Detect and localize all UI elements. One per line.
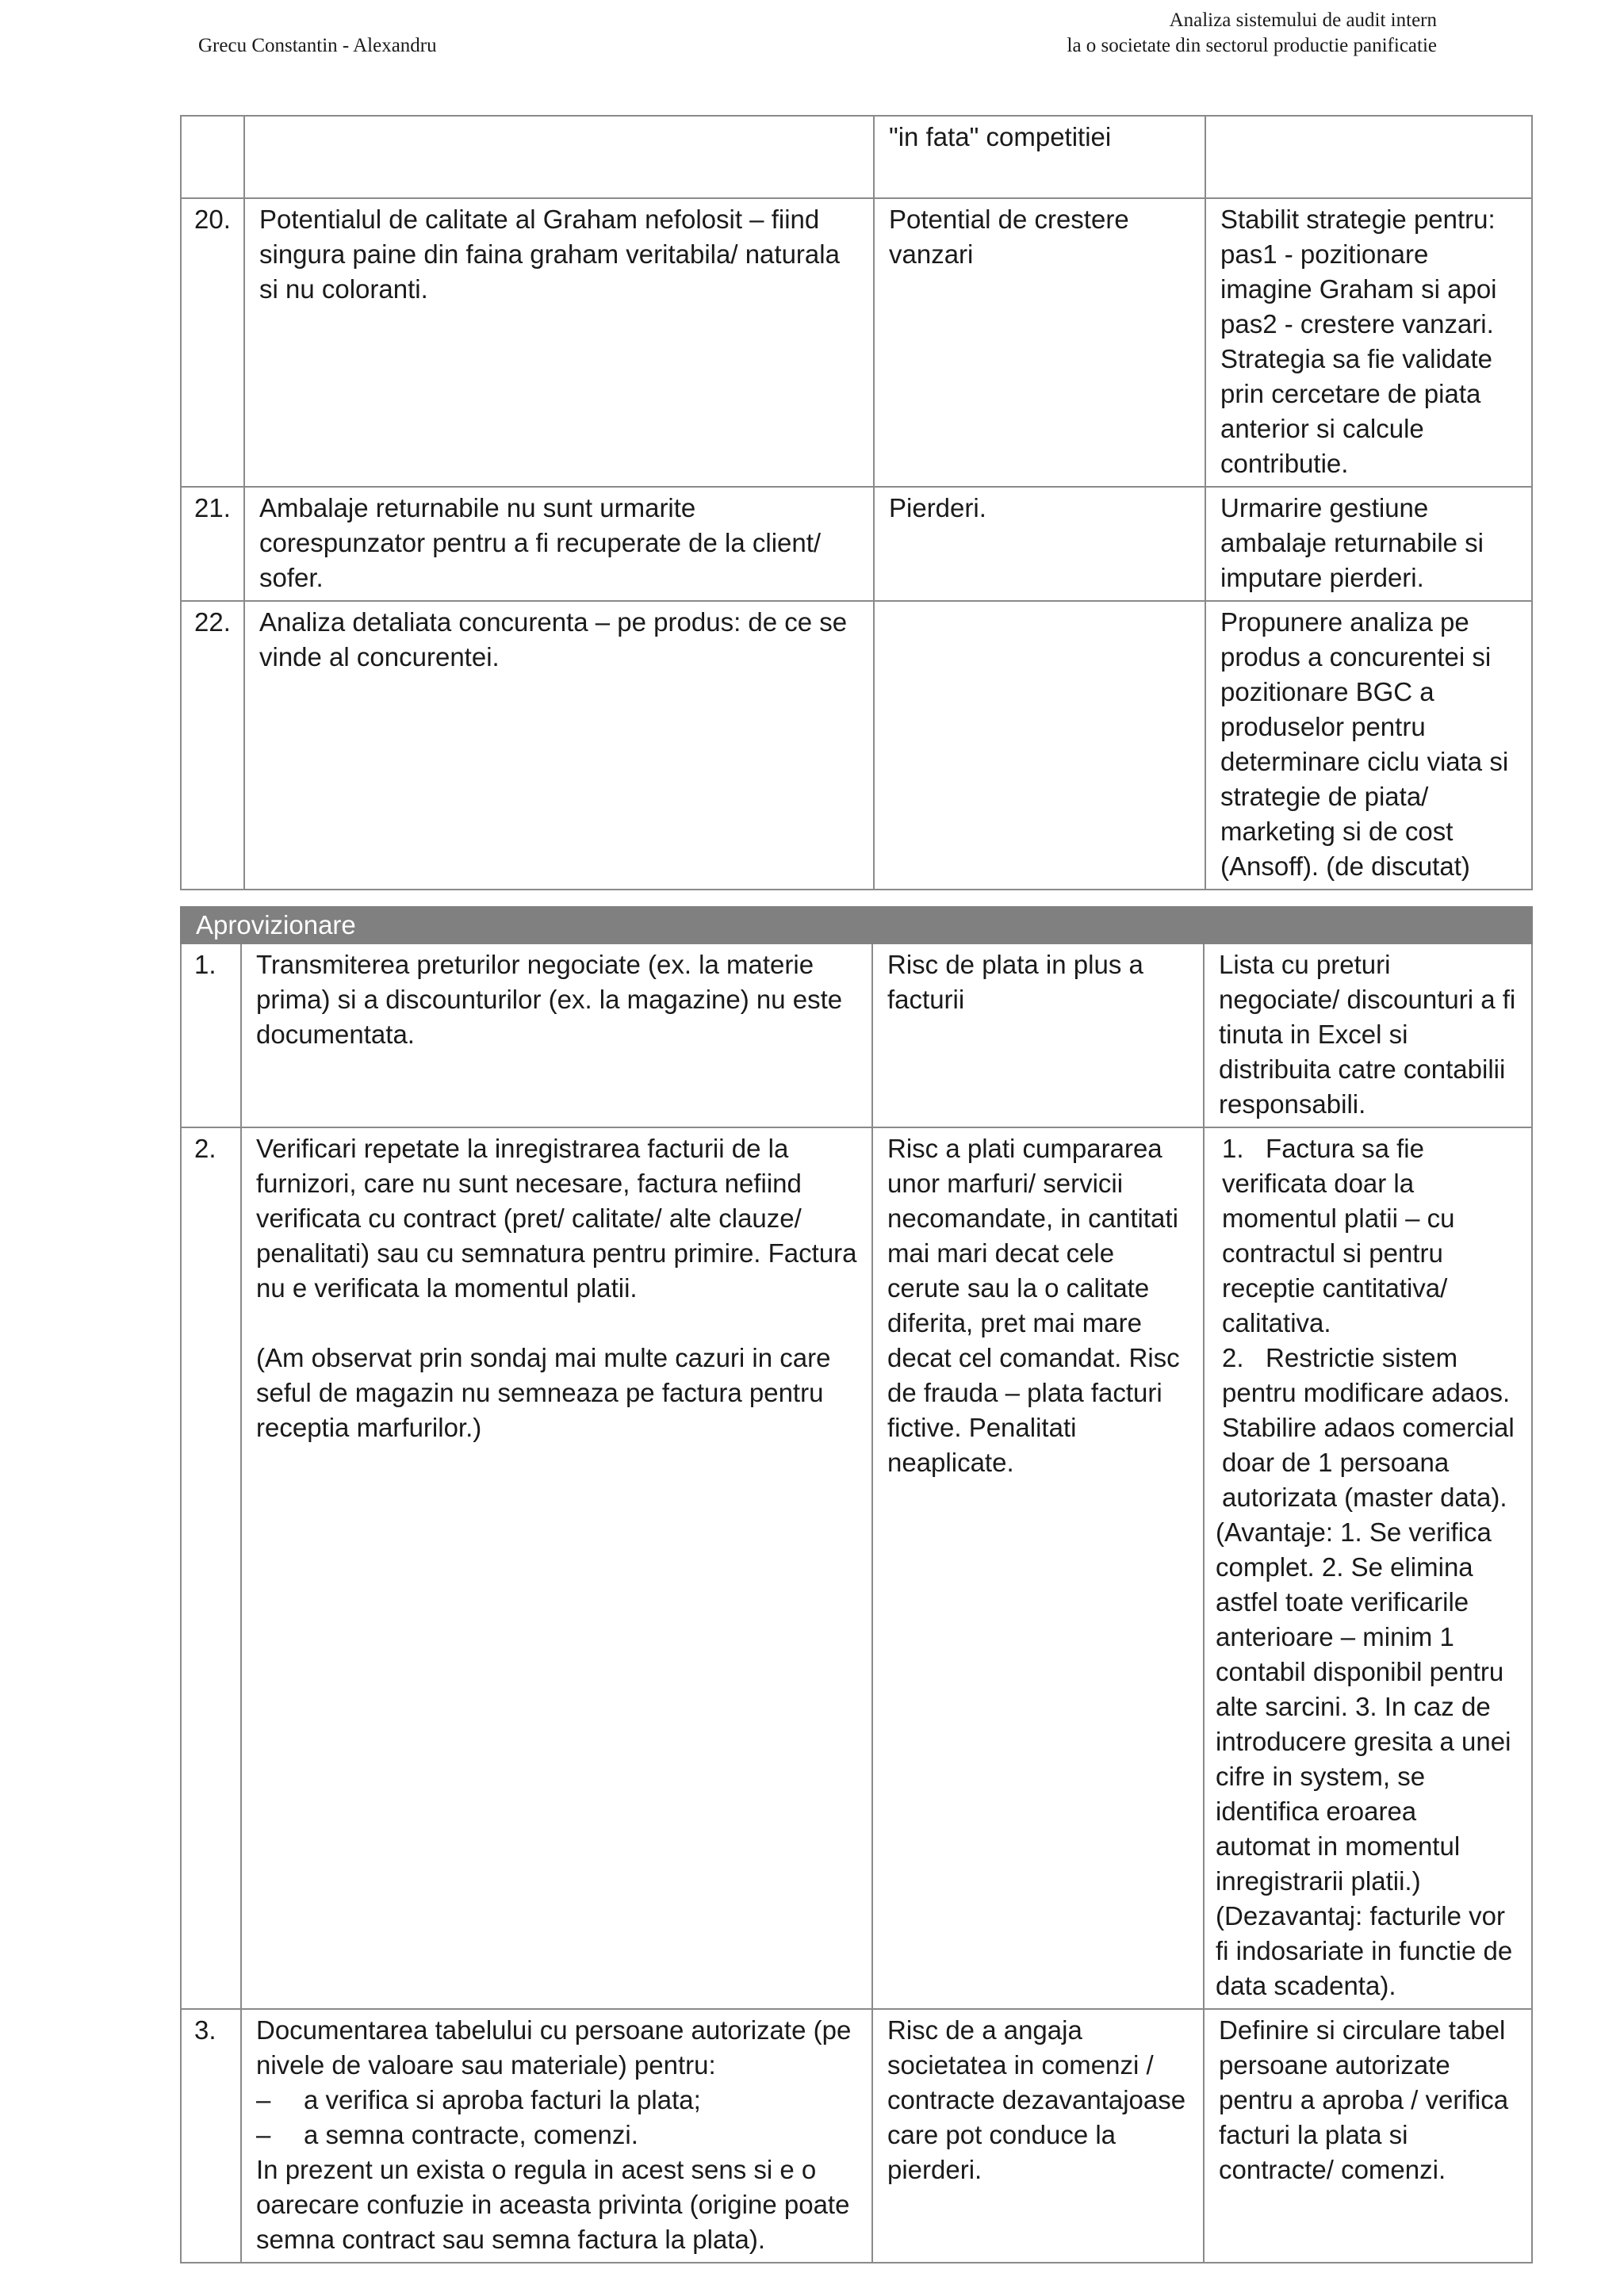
risk-cell: Risc de a angaja societatea in comenzi / contracte dezavantajoase care pot conduce la pierderi. bbox=[872, 2009, 1204, 2263]
issue-paragraph: In prezent un exista o regula in acest sens si e o oarecare confuzie in aceasta privinta (origine poate semna contract sau semna factura la plata). bbox=[256, 2155, 850, 2254]
page-header-author: Grecu Constantin - Alexandru bbox=[198, 35, 437, 56]
page-header-title bbox=[1067, 8, 1437, 59]
risk-cell: Potential de crestere vanzari bbox=[874, 198, 1205, 487]
dash-bullet: – bbox=[256, 2120, 271, 2149]
page-header-title-line2: la o societate din sectorul productie panificatie bbox=[1067, 35, 1437, 56]
recommendation-cell: Urmarire gestiune ambalaje returnabile si imputare pierderi. bbox=[1205, 487, 1532, 601]
list-item bbox=[256, 2118, 857, 2152]
recommendation-cell: Stabilit strategie pentru: pas1 - pozitionare imagine Graham si apoi pas2 - crestere vanzari. Strategia sa fie validate prin cercetare de piata anterior si calcule contributie. bbox=[1205, 198, 1532, 487]
recommendation-cell: Lista cu preturi negociate/ discounturi a fi tinuta in Excel si distribuita catre contabilii responsabili. bbox=[1204, 943, 1532, 1127]
audit-findings-table-continued bbox=[180, 115, 1533, 890]
risk-cell: "in fata" competitiei bbox=[874, 116, 1205, 198]
issue-cell: Potentialul de calitate al Graham nefolosit – fiind singura paine din faina graham veritabila/ naturala si nu coloranti. bbox=[244, 198, 874, 487]
table-row bbox=[181, 198, 1532, 487]
row-number: 3. bbox=[181, 2009, 241, 2263]
table-row bbox=[181, 487, 1532, 601]
issue-cell bbox=[244, 116, 874, 198]
row-number: 1. bbox=[181, 943, 241, 1127]
row-number: 2. bbox=[181, 1127, 241, 2009]
list-number: 2. bbox=[1222, 1343, 1244, 1372]
list-number: 1. bbox=[1222, 1134, 1244, 1163]
issue-bullet-list bbox=[256, 2083, 857, 2152]
risk-cell: Risc a plati cumpararea unor marfuri/ servicii necomandate, in cantitati mai mari decat cele cerute sau la o calitate diferita, pret mai mare decat cel comandat. Risc de frauda – plata facturi fictive. Penalitati neaplicate. bbox=[872, 1127, 1204, 2009]
row-number: 22. bbox=[181, 601, 244, 890]
issue-paragraph: Documentarea tabelului cu persoane autorizate (pe nivele de valoare sau materiale) pentru: bbox=[256, 2015, 852, 2080]
recommendation-list bbox=[1216, 1131, 1517, 1515]
recommendation-paragraph: (Dezavantaj: facturile vor fi indosariate in functie de data scadenta). bbox=[1216, 1901, 1513, 2000]
list-text: a semna contracte, comenzi. bbox=[304, 2120, 638, 2149]
issue-cell bbox=[241, 1127, 872, 2009]
table-row bbox=[181, 943, 1532, 1127]
section-title: Aprovizionare bbox=[181, 907, 1532, 943]
issue-cell: Transmiterea preturilor negociate (ex. la materie prima) si a discounturilor (ex. la magazine) nu este documentata. bbox=[241, 943, 872, 1127]
list-text: a verifica si aproba facturi la plata; bbox=[304, 2085, 701, 2114]
issue-cell: Analiza detaliata concurenta – pe produs: de ce se vinde al concurentei. bbox=[244, 601, 874, 890]
table-row bbox=[181, 2009, 1532, 2263]
recommendation-paragraph: (Avantaje: 1. Se verifica complet. 2. Se elimina astfel toate verificarile anterioare – minim 1 contabil disponibil pentru alte sarcini. 3. In caz de introducere gresita a unei cifre in system, se identifica eroarea automat in momentul inregistrarii platii.) bbox=[1216, 1517, 1511, 1896]
risk-cell: Risc de plata in plus a facturii bbox=[872, 943, 1204, 1127]
risk-cell bbox=[874, 601, 1205, 890]
list-text: Restrictie sistem pentru modificare adaos. Stabilire adaos comercial doar de 1 persoana autorizata (master data). bbox=[1222, 1343, 1515, 1512]
table-row bbox=[181, 116, 1532, 198]
list-item bbox=[1216, 1131, 1517, 1341]
row-number: 20. bbox=[181, 198, 244, 487]
row-number: 21. bbox=[181, 487, 244, 601]
table-row bbox=[181, 1127, 1532, 2009]
section-header-row bbox=[181, 907, 1532, 943]
recommendation-cell bbox=[1205, 116, 1532, 198]
list-text: Factura sa fie verificata doar la momentul platii – cu contractul si pentru receptie cantitativa/ calitativa. bbox=[1222, 1134, 1455, 1337]
procurement-findings-table bbox=[180, 906, 1533, 2263]
dash-bullet: – bbox=[256, 2085, 271, 2114]
recommendation-cell bbox=[1204, 1127, 1532, 2009]
issue-cell bbox=[241, 2009, 872, 2263]
row-number bbox=[181, 116, 244, 198]
issue-paragraph: (Am observat prin sondaj mai multe cazuri in care seful de magazin nu semneaza pe factura pentru receptia marfurilor.) bbox=[256, 1343, 831, 1442]
list-item bbox=[256, 2083, 857, 2118]
recommendation-cell: Definire si circulare tabel persoane autorizate pentru a aproba / verifica facturi la plata si contracte/ comenzi. bbox=[1204, 2009, 1532, 2263]
issue-cell: Ambalaje returnabile nu sunt urmarite corespunzator pentru a fi recuperate de la client/ sofer. bbox=[244, 487, 874, 601]
recommendation-cell: Propunere analiza pe produs a concurentei si pozitionare BGC a produselor pentru determinare ciclu viata si strategie de piata/ marketing si de cost (Ansoff). (de discutat) bbox=[1205, 601, 1532, 890]
issue-paragraph: Verificari repetate la inregistrarea facturii de la furnizori, care nu sunt necesare, factura nefiind verificata cu contract (pret/ calitate/ alte clauze/ penalitati) sau cu semnatura pentru primire. Factura nu e verificata la momentul platii. bbox=[256, 1134, 857, 1303]
table-row bbox=[181, 601, 1532, 890]
risk-cell: Pierderi. bbox=[874, 487, 1205, 601]
page-header-title-line1: Analiza sistemului de audit intern bbox=[1169, 10, 1437, 31]
list-item bbox=[1216, 1341, 1517, 1515]
